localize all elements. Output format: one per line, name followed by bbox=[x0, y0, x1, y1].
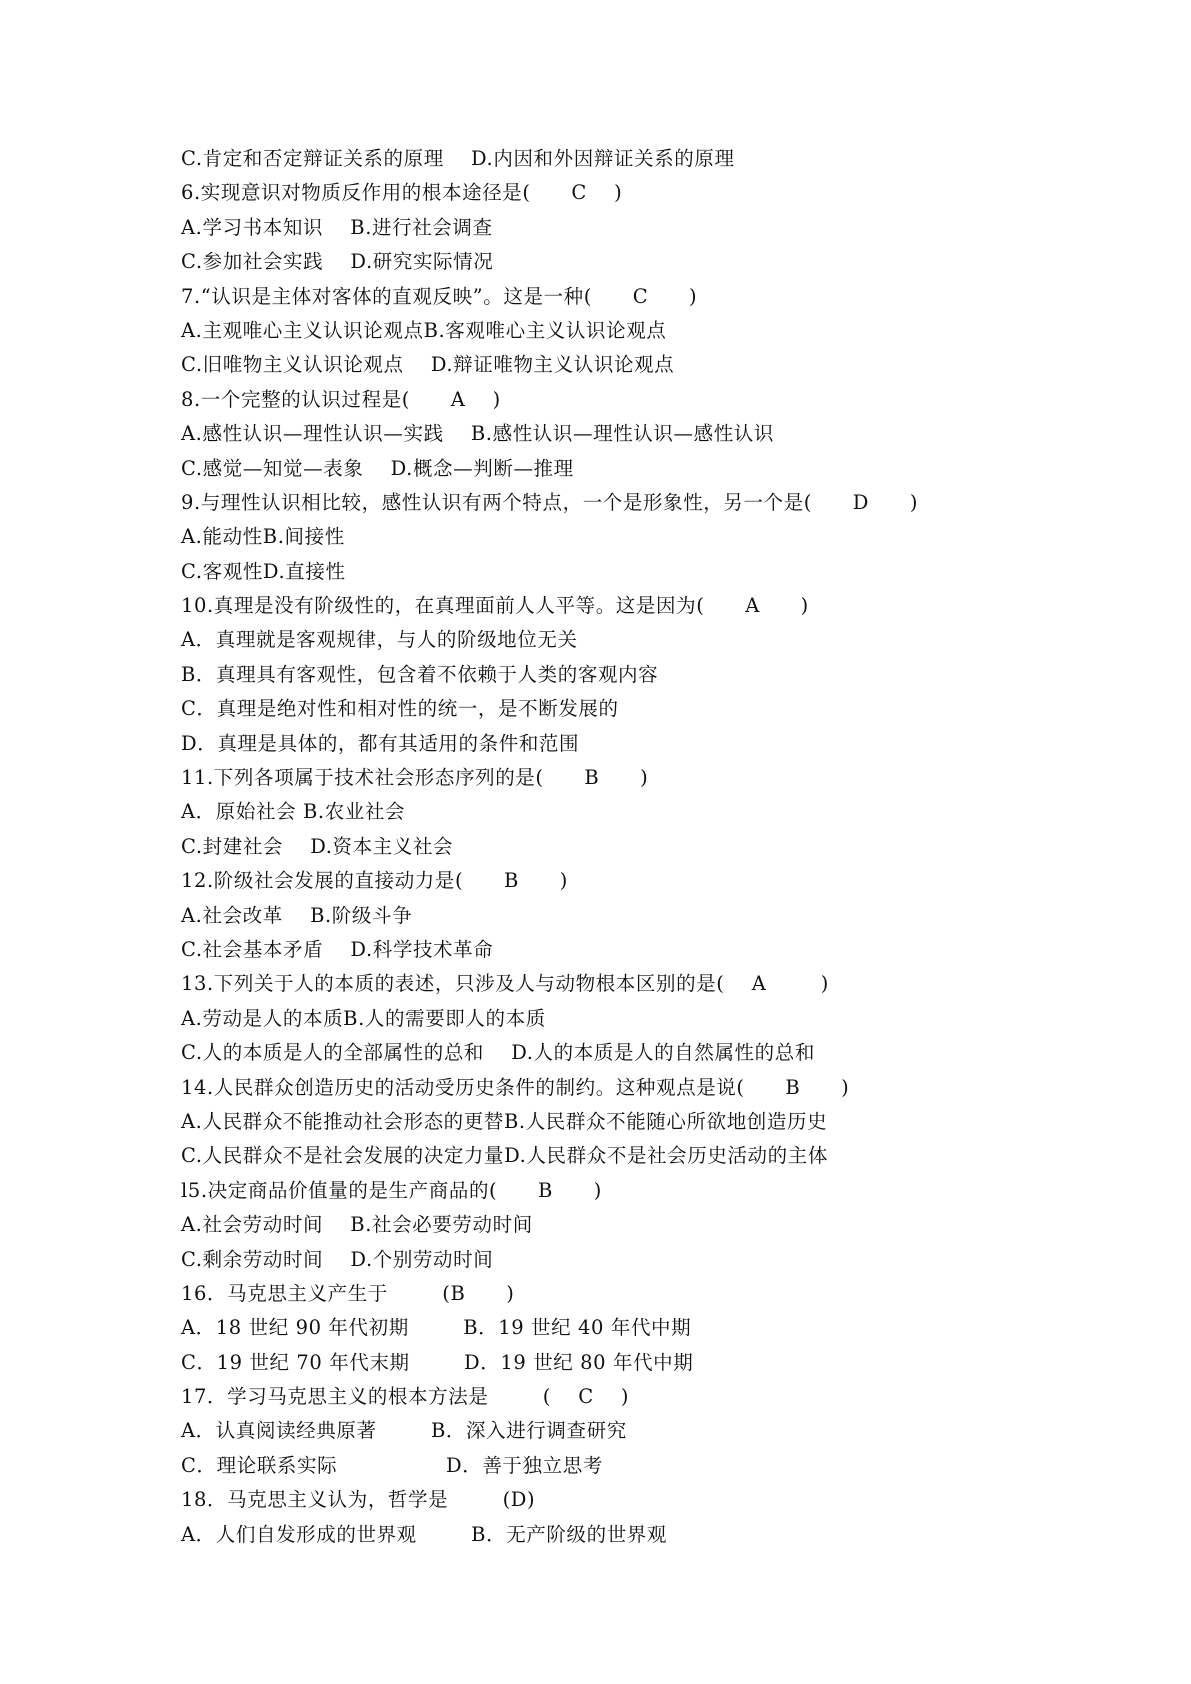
option-line: C.封建社会 D.资本主义社会 bbox=[181, 834, 454, 858]
option-line: A.社会劳动时间 B.社会必要劳动时间 bbox=[181, 1213, 533, 1237]
option-line: C．19 世纪 70 年代末期 D．19 世纪 80 年代中期 bbox=[181, 1350, 694, 1374]
option-line: C.客观性D.直接性 bbox=[181, 559, 346, 583]
question-list bbox=[181, 142, 1081, 1552]
question-14: 14.人民群众创造历史的活动受历史条件的制约。这种观点是说( B ) bbox=[181, 1075, 850, 1099]
question-11: 11.下列各项属于技术社会形态序列的是( B ) bbox=[181, 766, 649, 790]
option-line: C．真理是绝对性和相对性的统一，是不断发展的 bbox=[181, 697, 619, 721]
option-line: C.肯定和否定辩证关系的原理 D.内因和外因辩证关系的原理 bbox=[181, 147, 735, 170]
option-line: A．认真阅读经典原著 B．深入进行调查研究 bbox=[181, 1419, 627, 1443]
question-18: 18．马克思主义认为，哲学是 (D) bbox=[181, 1488, 536, 1512]
option-line: A．人们自发形成的世界观 B．无产阶级的世界观 bbox=[181, 1522, 668, 1546]
question-16: 16．马克思主义产生于 (B ) bbox=[181, 1281, 515, 1305]
option-line: D．真理是具体的，都有其适用的条件和范围 bbox=[181, 731, 580, 755]
option-line: A．原始社会 B.农业社会 bbox=[181, 800, 406, 824]
option-line: C.人民群众不是社会发展的决定力量D.人民群众不是社会历史活动的主体 bbox=[181, 1144, 828, 1168]
option-line: A．18 世纪 90 年代初期 B．19 世纪 40 年代中期 bbox=[181, 1316, 692, 1340]
option-line: B．真理具有客观性，包含着不依赖于人类的客观内容 bbox=[181, 662, 659, 686]
option-line: A.学习书本知识 B.进行社会调查 bbox=[181, 215, 493, 239]
question-9: 9.与理性认识相比较，感性认识有两个特点，一个是形象性，另一个是( D ) bbox=[181, 490, 919, 514]
option-line: A.社会改革 B.阶级斗争 bbox=[181, 903, 413, 927]
option-line: C.旧唯物主义认识论观点 D.辩证唯物主义认识论观点 bbox=[181, 353, 675, 377]
question-13: 13.下列关于人的本质的表述，只涉及人与动物根本区别的是( A ) bbox=[181, 972, 829, 996]
question-6: 6.实现意识对物质反作用的根本途径是( C ) bbox=[181, 181, 623, 205]
option-line: A.人民群众不能推动社会形态的更替B.人民群众不能随心所欲地创造历史 bbox=[181, 1109, 828, 1133]
question-10: 10.真理是没有阶级性的，在真理面前人人平等。这是因为( A ) bbox=[181, 594, 809, 618]
option-line: A.能动性B.间接性 bbox=[181, 525, 345, 549]
question-12: 12.阶级社会发展的直接动力是( B ) bbox=[181, 869, 568, 893]
option-line: A.主观唯心主义认识论观点B.客观唯心主义认识论观点 bbox=[181, 318, 667, 342]
question-15: l5.决定商品价值量的是生产商品的( B ) bbox=[181, 1178, 602, 1202]
question-17: 17．学习马克思主义的根本方法是 ( C ) bbox=[181, 1385, 630, 1409]
question-7: 7.“认识是主体对客体的直观反映”。这是一种( C ) bbox=[181, 284, 698, 308]
option-line: C.社会基本矛盾 D.科学技术革命 bbox=[181, 937, 494, 961]
option-line: C．理论联系实际 D．善于独立思考 bbox=[181, 1453, 603, 1477]
option-line: C.感觉—知觉—表象 D.概念—判断—推理 bbox=[181, 456, 574, 480]
option-line: C.剩余劳动时间 D.个别劳动时间 bbox=[181, 1247, 494, 1271]
option-line: C.参加社会实践 D.研究实际情况 bbox=[181, 250, 494, 274]
option-line: C.人的本质是人的全部属性的总和 D.人的本质是人的自然属性的总和 bbox=[181, 1041, 815, 1065]
option-line: A.感性认识—理性认识—实践 B.感性认识—理性认识—感性认识 bbox=[181, 422, 775, 446]
question-8: 8.一个完整的认识过程是( A ) bbox=[181, 387, 501, 411]
option-line: A.劳动是人的本质B.人的需要即人的本质 bbox=[181, 1006, 546, 1030]
option-line: A．真理就是客观规律，与人的阶级地位无关 bbox=[181, 628, 578, 652]
